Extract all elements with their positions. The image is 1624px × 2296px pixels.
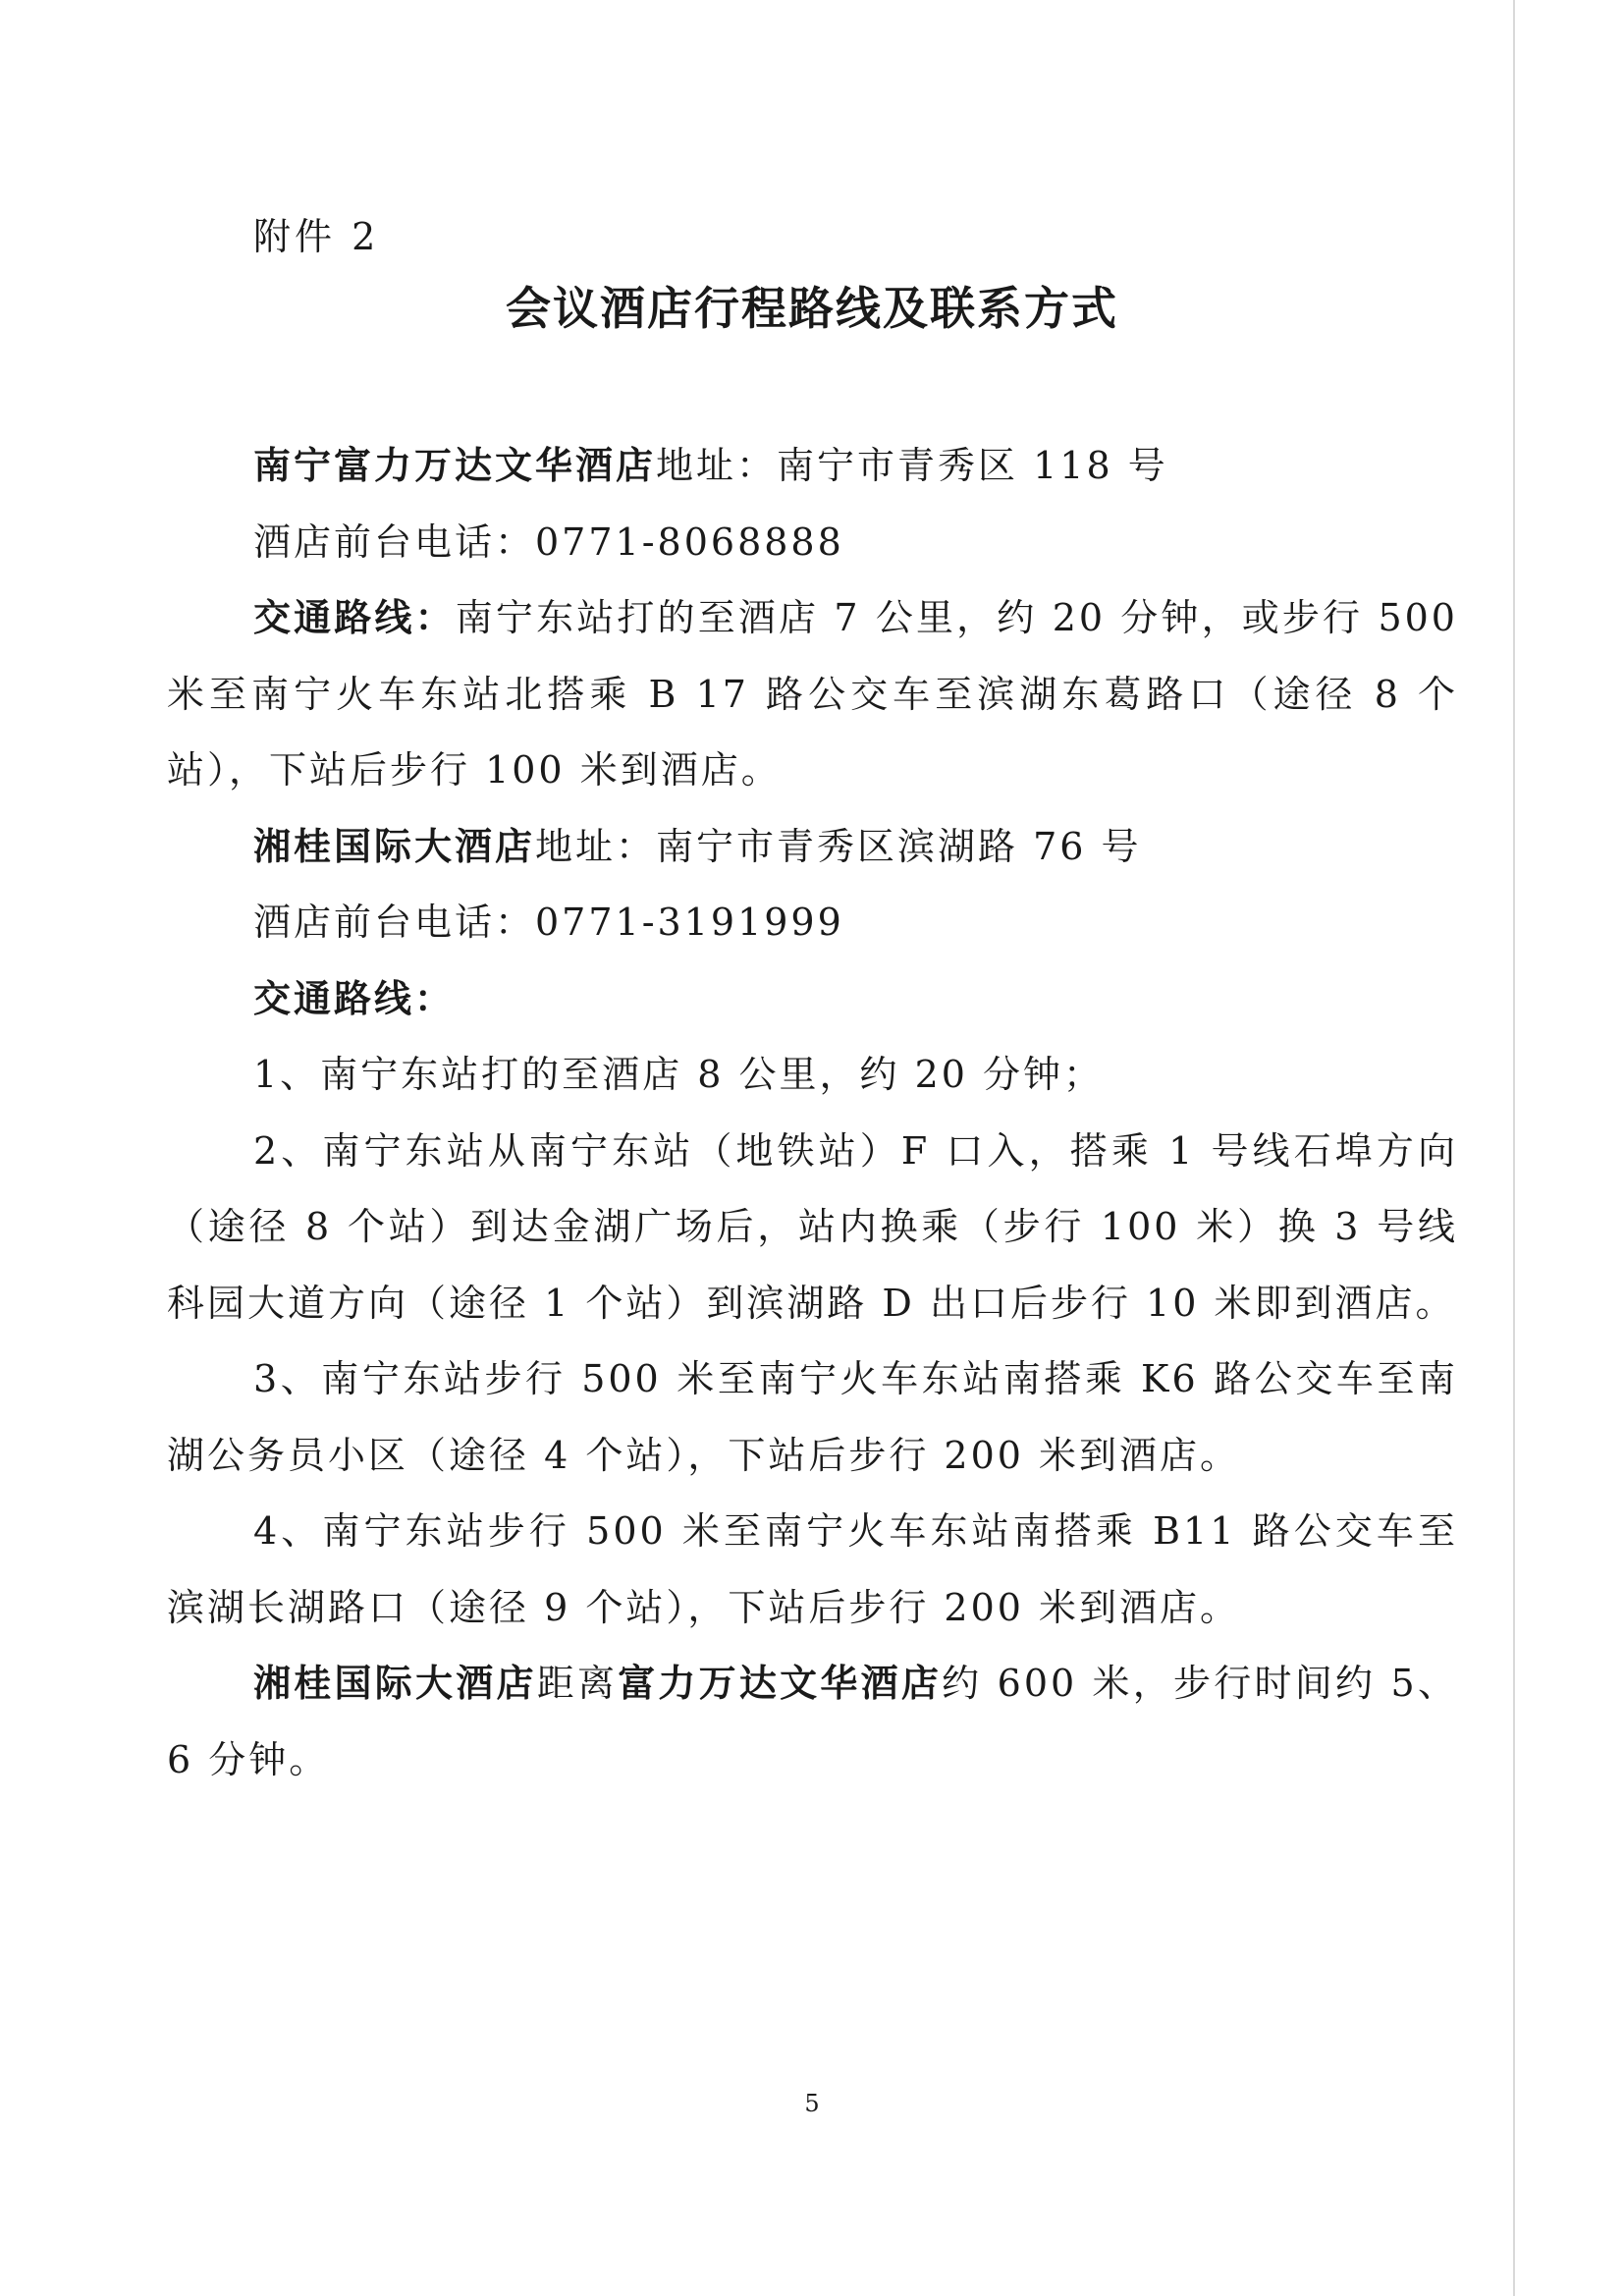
distance-to-hotel: 富力万达文华酒店 bbox=[618, 1662, 943, 1705]
hotel2-name-address bbox=[167, 809, 1458, 886]
distance-from-hotel: 湘桂国际大酒店 bbox=[253, 1662, 537, 1705]
document-body bbox=[167, 428, 1458, 1798]
page-number: 5 bbox=[804, 2090, 820, 2117]
hotel1-name-address bbox=[167, 428, 1458, 505]
hotel1-name: 南宁富力万达文华酒店 bbox=[253, 444, 657, 487]
distance-rest: 约 600 米，步行时间约 5、6 分钟。 bbox=[167, 1662, 1458, 1781]
hotel2-address: 地址：南宁市青秀区滨湖路 76 号 bbox=[535, 824, 1142, 868]
attachment-label: 附件 2 bbox=[253, 215, 380, 258]
distance-note bbox=[167, 1646, 1458, 1798]
hotel1-address: 地址：南宁市青秀区 118 号 bbox=[656, 444, 1168, 487]
hotel1-transport-text: 南宁东站打的至酒店 7 公里，约 20 分钟，或步行 500 米至南宁火车东站北搭乘 B 17 路公交车至滨湖东葛路口（途径 8 个站），下站后步行 100 米到酒店。 bbox=[167, 596, 1458, 792]
hotel2-route-4: 4、南宁东站步行 500 米至南宁火车东站南搭乘 B11 路公交车至滨湖长湖路口（途径 9 个站），下站后步行 200 米到酒店。 bbox=[167, 1509, 1458, 1629]
hotel2-transport-heading bbox=[167, 961, 1458, 1038]
hotel2-route-2: 2、南宁东站从南宁东站（地铁站）F 口入，搭乘 1 号线石埠方向（途径 8 个站）到达金湖广场后，站内换乘（步行 100 米）换 3 号线科园大道方向（途径 1 个站）到滨湖路 D 出口后步行 10 米即到酒店。 bbox=[167, 1128, 1458, 1325]
hotel2-route-1: 1、南宁东站打的至酒店 8 公里，约 20 分钟； bbox=[253, 1053, 1105, 1096]
page-edge-line bbox=[1513, 0, 1515, 2296]
document-title: 会议酒店行程路线及联系方式 bbox=[506, 282, 1118, 335]
distance-mid: 距离 bbox=[536, 1662, 619, 1705]
hotel2-phone: 酒店前台电话：0771-3191999 bbox=[253, 901, 844, 944]
hotel2-route-3: 3、南宁东站步行 500 米至南宁火车东站南搭乘 K6 路公交车至南湖公务员小区（途径 4 个站），下站后步行 200 米到酒店。 bbox=[167, 1357, 1458, 1477]
hotel1-transport bbox=[167, 580, 1458, 809]
hotel2-transport-label: 交通路线： bbox=[253, 976, 456, 1020]
hotel1-phone: 酒店前台电话：0771-8068888 bbox=[253, 519, 844, 564]
hotel2-name: 湘桂国际大酒店 bbox=[253, 824, 536, 868]
hotel1-transport-label: 交通路线： bbox=[253, 596, 456, 639]
